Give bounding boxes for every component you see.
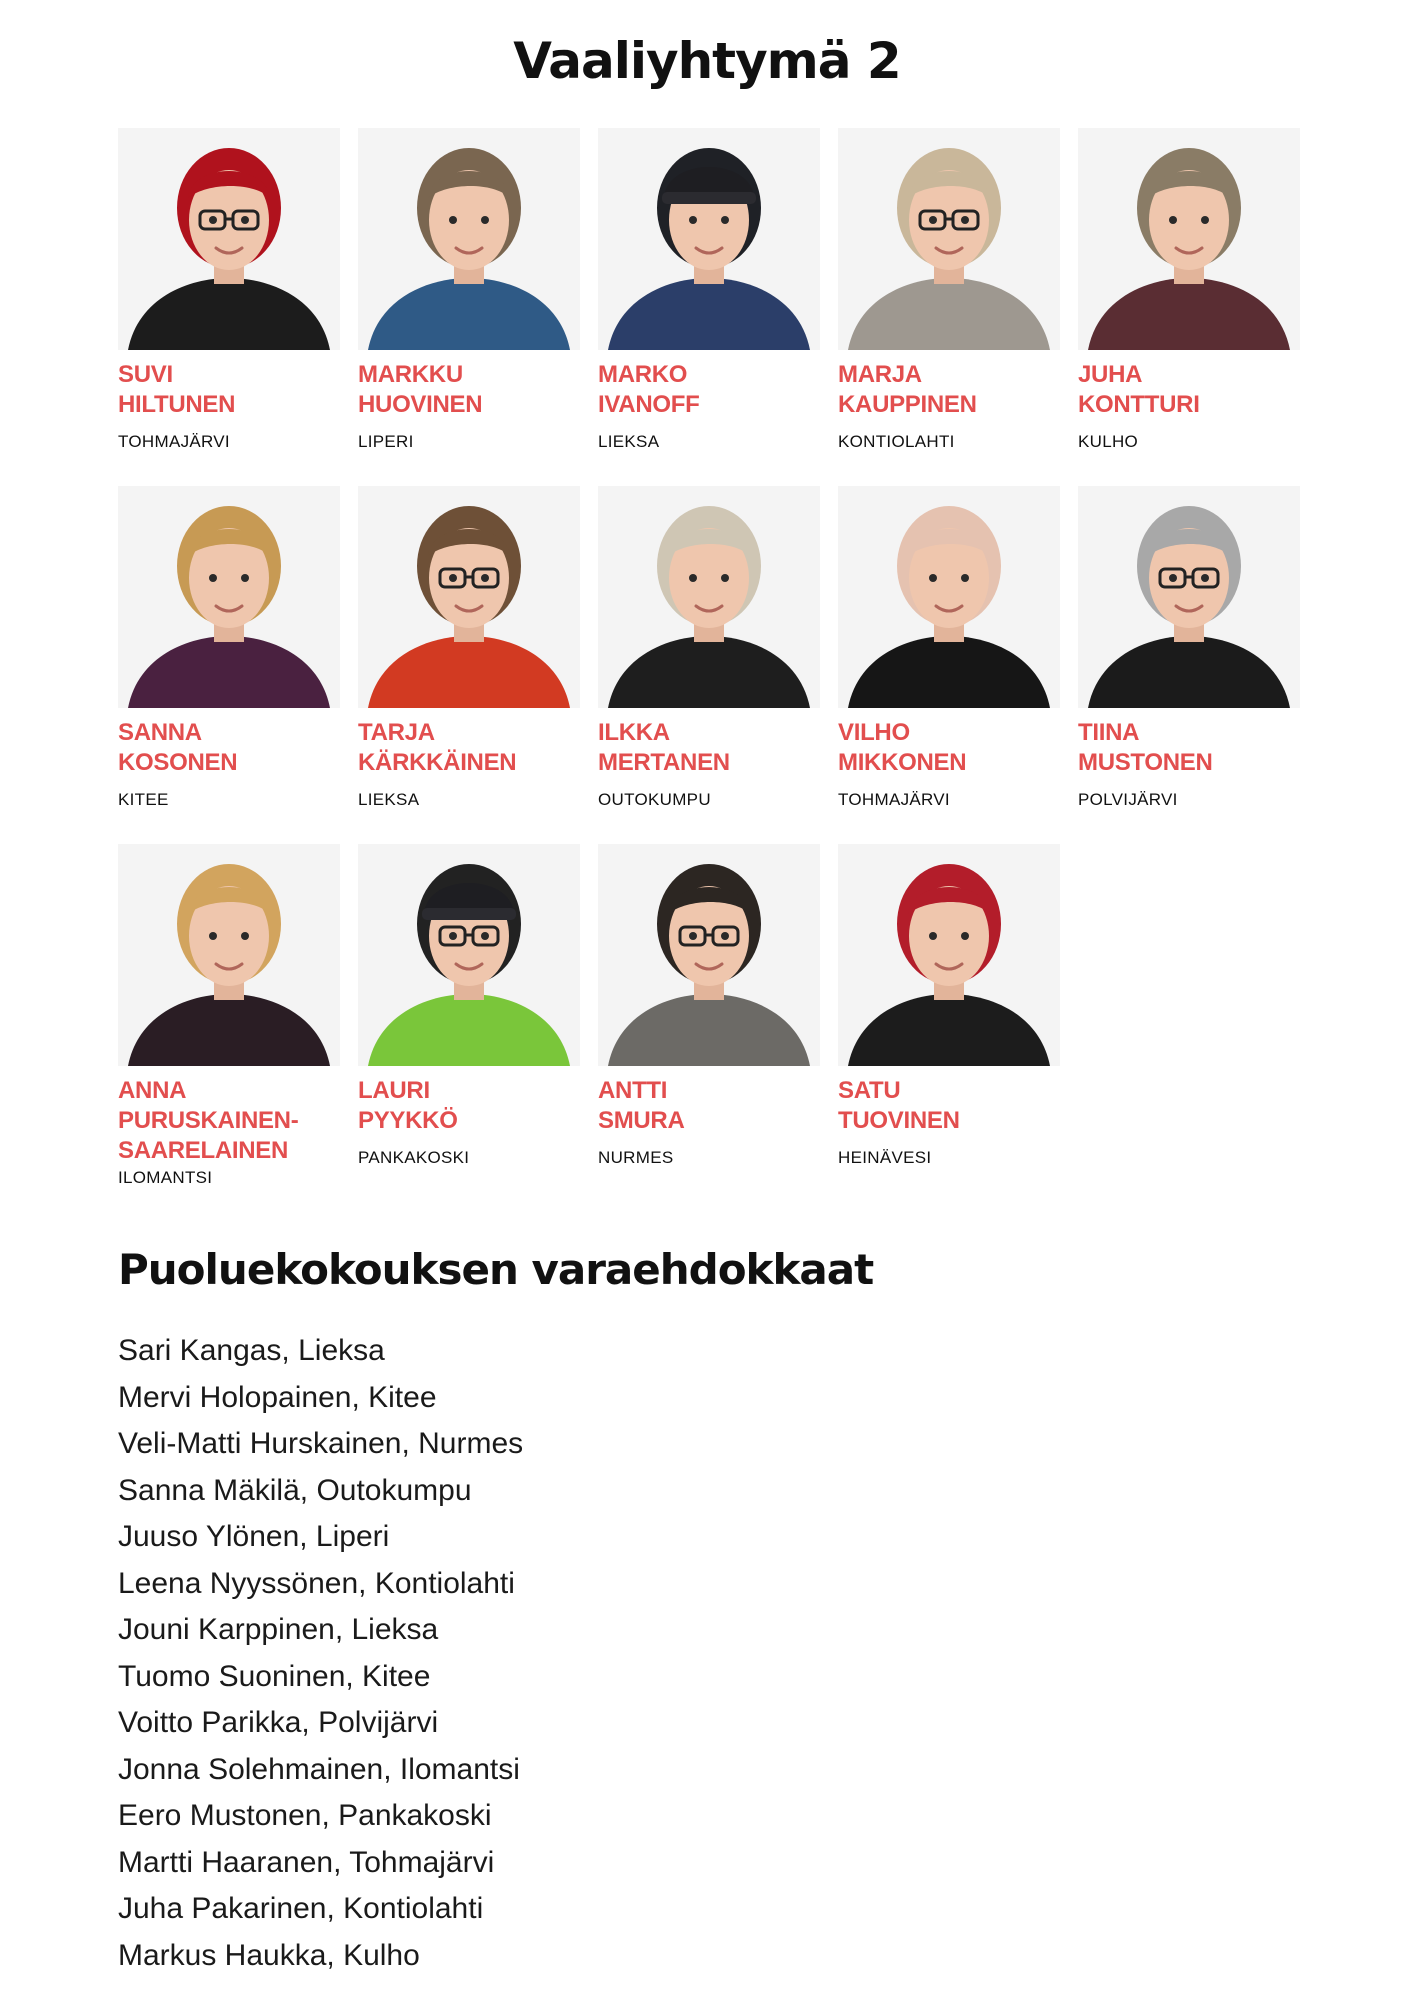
alternate-item: Voitto Parikka, Polvijärvi	[118, 1706, 439, 1739]
candidate-photo	[598, 128, 820, 350]
candidate-last-name: MIKKONEN	[838, 749, 967, 776]
candidate-first-name: VILHO	[838, 719, 910, 746]
candidate-photo	[118, 844, 340, 1066]
alternate-item: Martti Haaranen, Tohmajärvi	[118, 1845, 495, 1879]
candidate-first-name: MARJA	[838, 361, 922, 388]
candidate-card	[118, 486, 340, 810]
portrait-illustration	[118, 486, 340, 708]
candidate-last-name: KOSONEN	[118, 749, 238, 776]
candidate-first-name: ILKKA	[598, 719, 670, 746]
candidate-town: TOHMAJÄRVI	[838, 790, 950, 809]
candidate-card	[838, 128, 1060, 452]
candidate-first-name: MARKO	[598, 361, 688, 388]
candidate-card	[598, 128, 820, 452]
candidate-town: TOHMAJÄRVI	[118, 432, 230, 451]
candidate-first-name: ANTTI	[598, 1077, 668, 1104]
candidate-last-name: PYYKKÖ	[358, 1107, 458, 1134]
candidate-name	[598, 1076, 820, 1136]
candidate-name	[1078, 360, 1300, 420]
alternate-item: Sari Kangas, Lieksa	[118, 1334, 385, 1367]
candidate-last-name: SMURA	[598, 1107, 685, 1134]
candidate-name	[118, 360, 340, 420]
candidate-photo	[118, 486, 340, 708]
candidate-photo	[358, 844, 580, 1066]
alternates-list	[118, 1328, 523, 1979]
alternate-item: Tuomo Suoninen, Kitee	[118, 1659, 431, 1693]
candidate-town: HEINÄVESI	[838, 1148, 932, 1167]
candidate-card	[118, 844, 340, 1188]
alternate-item: Leena Nyyssönen, Kontiolahti	[118, 1566, 515, 1600]
candidate-card	[358, 844, 580, 1168]
candidate-last-name: MUSTONEN	[1078, 749, 1213, 776]
candidate-last-name: KONTTURI	[1078, 391, 1200, 418]
portrait-illustration	[358, 486, 580, 708]
candidate-town: ILOMANTSI	[118, 1168, 213, 1187]
candidate-name	[838, 718, 1060, 778]
candidate-name	[118, 718, 340, 778]
candidate-first-name: SUVI	[118, 361, 173, 388]
candidate-first-name: MARKKU	[358, 361, 463, 388]
candidate-photo	[838, 128, 1060, 350]
candidate-name	[118, 1076, 340, 1166]
candidate-name	[358, 1076, 580, 1136]
candidate-last-name: TUOVINEN	[838, 1107, 960, 1134]
candidate-town: OUTOKUMPU	[598, 790, 711, 809]
alternates-title: Puoluekokouksen varaehdokkaat	[118, 1245, 874, 1294]
candidate-town: POLVIJÄRVI	[1078, 790, 1178, 809]
alternate-item: Juha Pakarinen, Kontiolahti	[118, 1892, 484, 1925]
candidate-last-name: IVANOFF	[598, 391, 700, 418]
candidate-town: NURMES	[598, 1148, 674, 1167]
portrait-illustration	[838, 128, 1060, 350]
alternate-item: Juuso Ylönen, Liperi	[118, 1520, 390, 1553]
alternate-item: Veli-Matti Hurskainen, Nurmes	[118, 1427, 524, 1460]
portrait-illustration	[1078, 128, 1300, 350]
candidate-first-name: SANNA	[118, 719, 202, 746]
candidate-name	[838, 1076, 1060, 1136]
candidate-name	[1078, 718, 1300, 778]
candidate-name	[358, 360, 580, 420]
candidate-card	[838, 844, 1060, 1168]
portrait-illustration	[1078, 486, 1300, 708]
candidate-last-name: SAARELAINEN	[118, 1137, 289, 1164]
candidate-first-name: SATU	[838, 1077, 901, 1104]
candidate-first-name: TARJA	[358, 719, 435, 746]
candidate-last-name: HUOVINEN	[358, 391, 483, 418]
candidate-town: KULHO	[1078, 432, 1139, 451]
candidate-first-name: TIINA	[1078, 719, 1140, 746]
candidate-card	[838, 486, 1060, 810]
candidate-photo	[838, 844, 1060, 1066]
candidate-photo	[838, 486, 1060, 708]
portrait-illustration	[838, 844, 1060, 1066]
candidate-card	[118, 128, 340, 452]
portrait-illustration	[358, 844, 580, 1066]
candidate-town: PANKAKOSKI	[358, 1148, 470, 1167]
candidate-first-name: LAURI	[358, 1077, 430, 1104]
candidate-last-name: PURUSKAINEN-	[118, 1107, 299, 1134]
candidate-photo	[1078, 486, 1300, 708]
candidate-last-name: MERTANEN	[598, 749, 730, 776]
portrait-illustration	[838, 486, 1060, 708]
candidate-card	[598, 486, 820, 810]
candidate-town: LIEKSA	[358, 790, 420, 809]
candidate-name	[838, 360, 1060, 420]
alternate-item: Jonna Solehmainen, Ilomantsi	[118, 1752, 520, 1786]
portrait-illustration	[118, 128, 340, 350]
candidate-photo	[358, 128, 580, 350]
candidate-card	[598, 844, 820, 1168]
portrait-illustration	[598, 486, 820, 708]
candidate-last-name: HILTUNEN	[118, 391, 236, 418]
candidate-card	[1078, 486, 1300, 810]
candidate-first-name: JUHA	[1078, 361, 1143, 388]
candidate-last-name: KÄRKKÄINEN	[358, 749, 517, 776]
candidate-photo	[1078, 128, 1300, 350]
alternate-item: Sanna Mäkilä, Outokumpu	[118, 1473, 472, 1507]
candidate-name	[598, 360, 820, 420]
candidate-card	[358, 128, 580, 452]
alternate-item: Jouni Karppinen, Lieksa	[118, 1613, 439, 1646]
candidate-card	[358, 486, 580, 810]
portrait-illustration	[598, 128, 820, 350]
candidate-town: KONTIOLAHTI	[838, 432, 955, 451]
candidate-photo	[118, 128, 340, 350]
candidate-photo	[598, 486, 820, 708]
candidate-photo	[358, 486, 580, 708]
candidate-town: KITEE	[118, 790, 169, 809]
candidate-last-name: KAUPPINEN	[838, 391, 977, 418]
alternate-item: Markus Haukka, Kulho	[118, 1938, 420, 1972]
candidate-photo	[598, 844, 820, 1066]
alternate-item: Eero Mustonen, Pankakoski	[118, 1799, 492, 1832]
candidate-card	[1078, 128, 1300, 452]
candidate-town: LIEKSA	[598, 432, 660, 451]
portrait-illustration	[358, 128, 580, 350]
candidate-name	[598, 718, 820, 778]
portrait-illustration	[598, 844, 820, 1066]
portrait-illustration	[118, 844, 340, 1066]
page-title: Vaaliyhtymä 2	[513, 32, 901, 90]
candidate-name	[358, 718, 580, 778]
alternate-item: Mervi Holopainen, Kitee	[118, 1380, 437, 1414]
candidate-town: LIPERI	[358, 432, 414, 451]
candidate-first-name: ANNA	[118, 1077, 187, 1104]
